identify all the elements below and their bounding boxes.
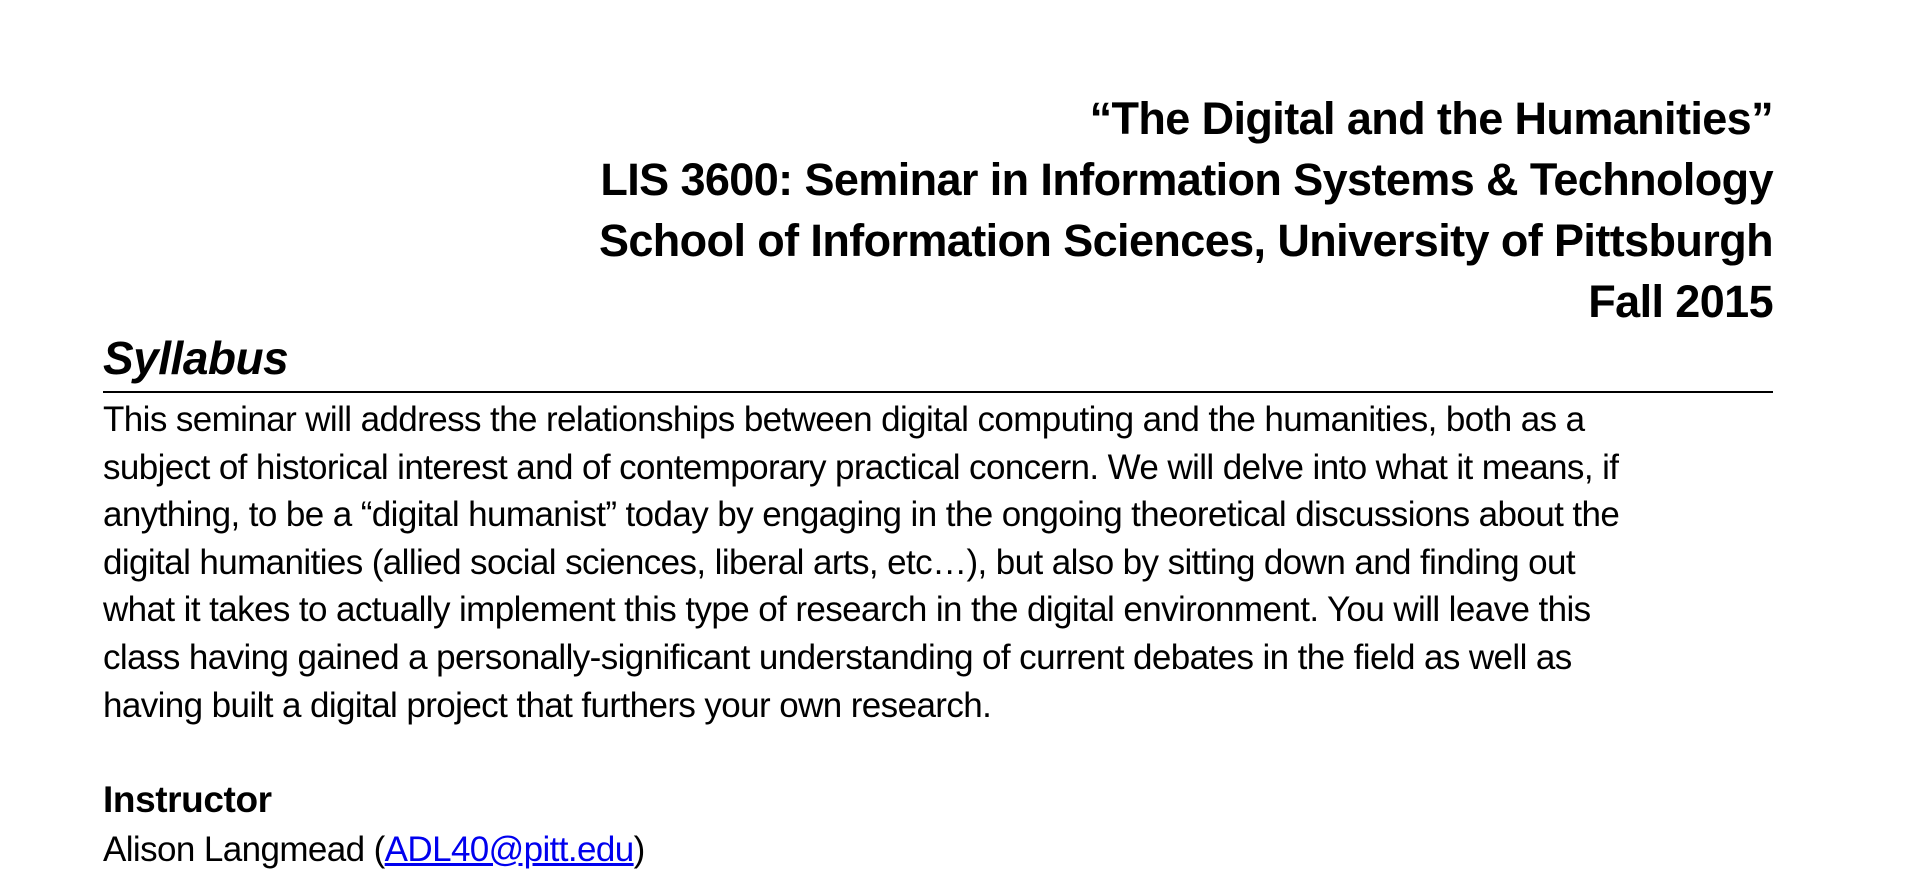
- description-line: subject of historical interest and of contemporary practical concern. We will delve into what it means, if: [103, 447, 1619, 487]
- close-paren: ): [633, 830, 645, 869]
- description-line: having built a digital project that furthers your own research.: [103, 685, 992, 725]
- term: Fall 2015: [1588, 276, 1773, 327]
- heading-divider: [103, 391, 1773, 393]
- instructor-contact: [103, 825, 645, 875]
- description-line: class having gained a personally-significant understanding of current debates in the field as well as: [103, 637, 1572, 677]
- description-line: anything, to be a “digital humanist” today by engaging in the ongoing theoretical discussions about the: [103, 495, 1620, 535]
- description-line: This seminar will address the relationships between digital computing and the humanities, both as a: [103, 400, 1585, 439]
- description-line: what it takes to actually implement this type of research in the digital environment. You will leave this: [103, 590, 1591, 630]
- instructor-name: Alison Langmead: [103, 830, 365, 869]
- school-name: School of Information Sciences, University of Pittsburgh: [598, 215, 1773, 266]
- course-header: [373, 88, 1773, 332]
- open-paren: (: [364, 830, 385, 869]
- course-description: [103, 396, 1803, 729]
- instructor-email-link[interactable]: ADL40@pitt.edu: [384, 830, 634, 869]
- instructor-heading: Instructor: [103, 779, 272, 820]
- syllabus-heading: Syllabus: [103, 332, 289, 384]
- course-number: LIS 3600: Seminar in Information Systems & Technology: [600, 154, 1773, 205]
- description-line: digital humanities (allied social sciences, liberal arts, etc…), but also by sitting down and finding out: [103, 542, 1575, 582]
- course-title: “The Digital and the Humanities”: [1089, 93, 1773, 144]
